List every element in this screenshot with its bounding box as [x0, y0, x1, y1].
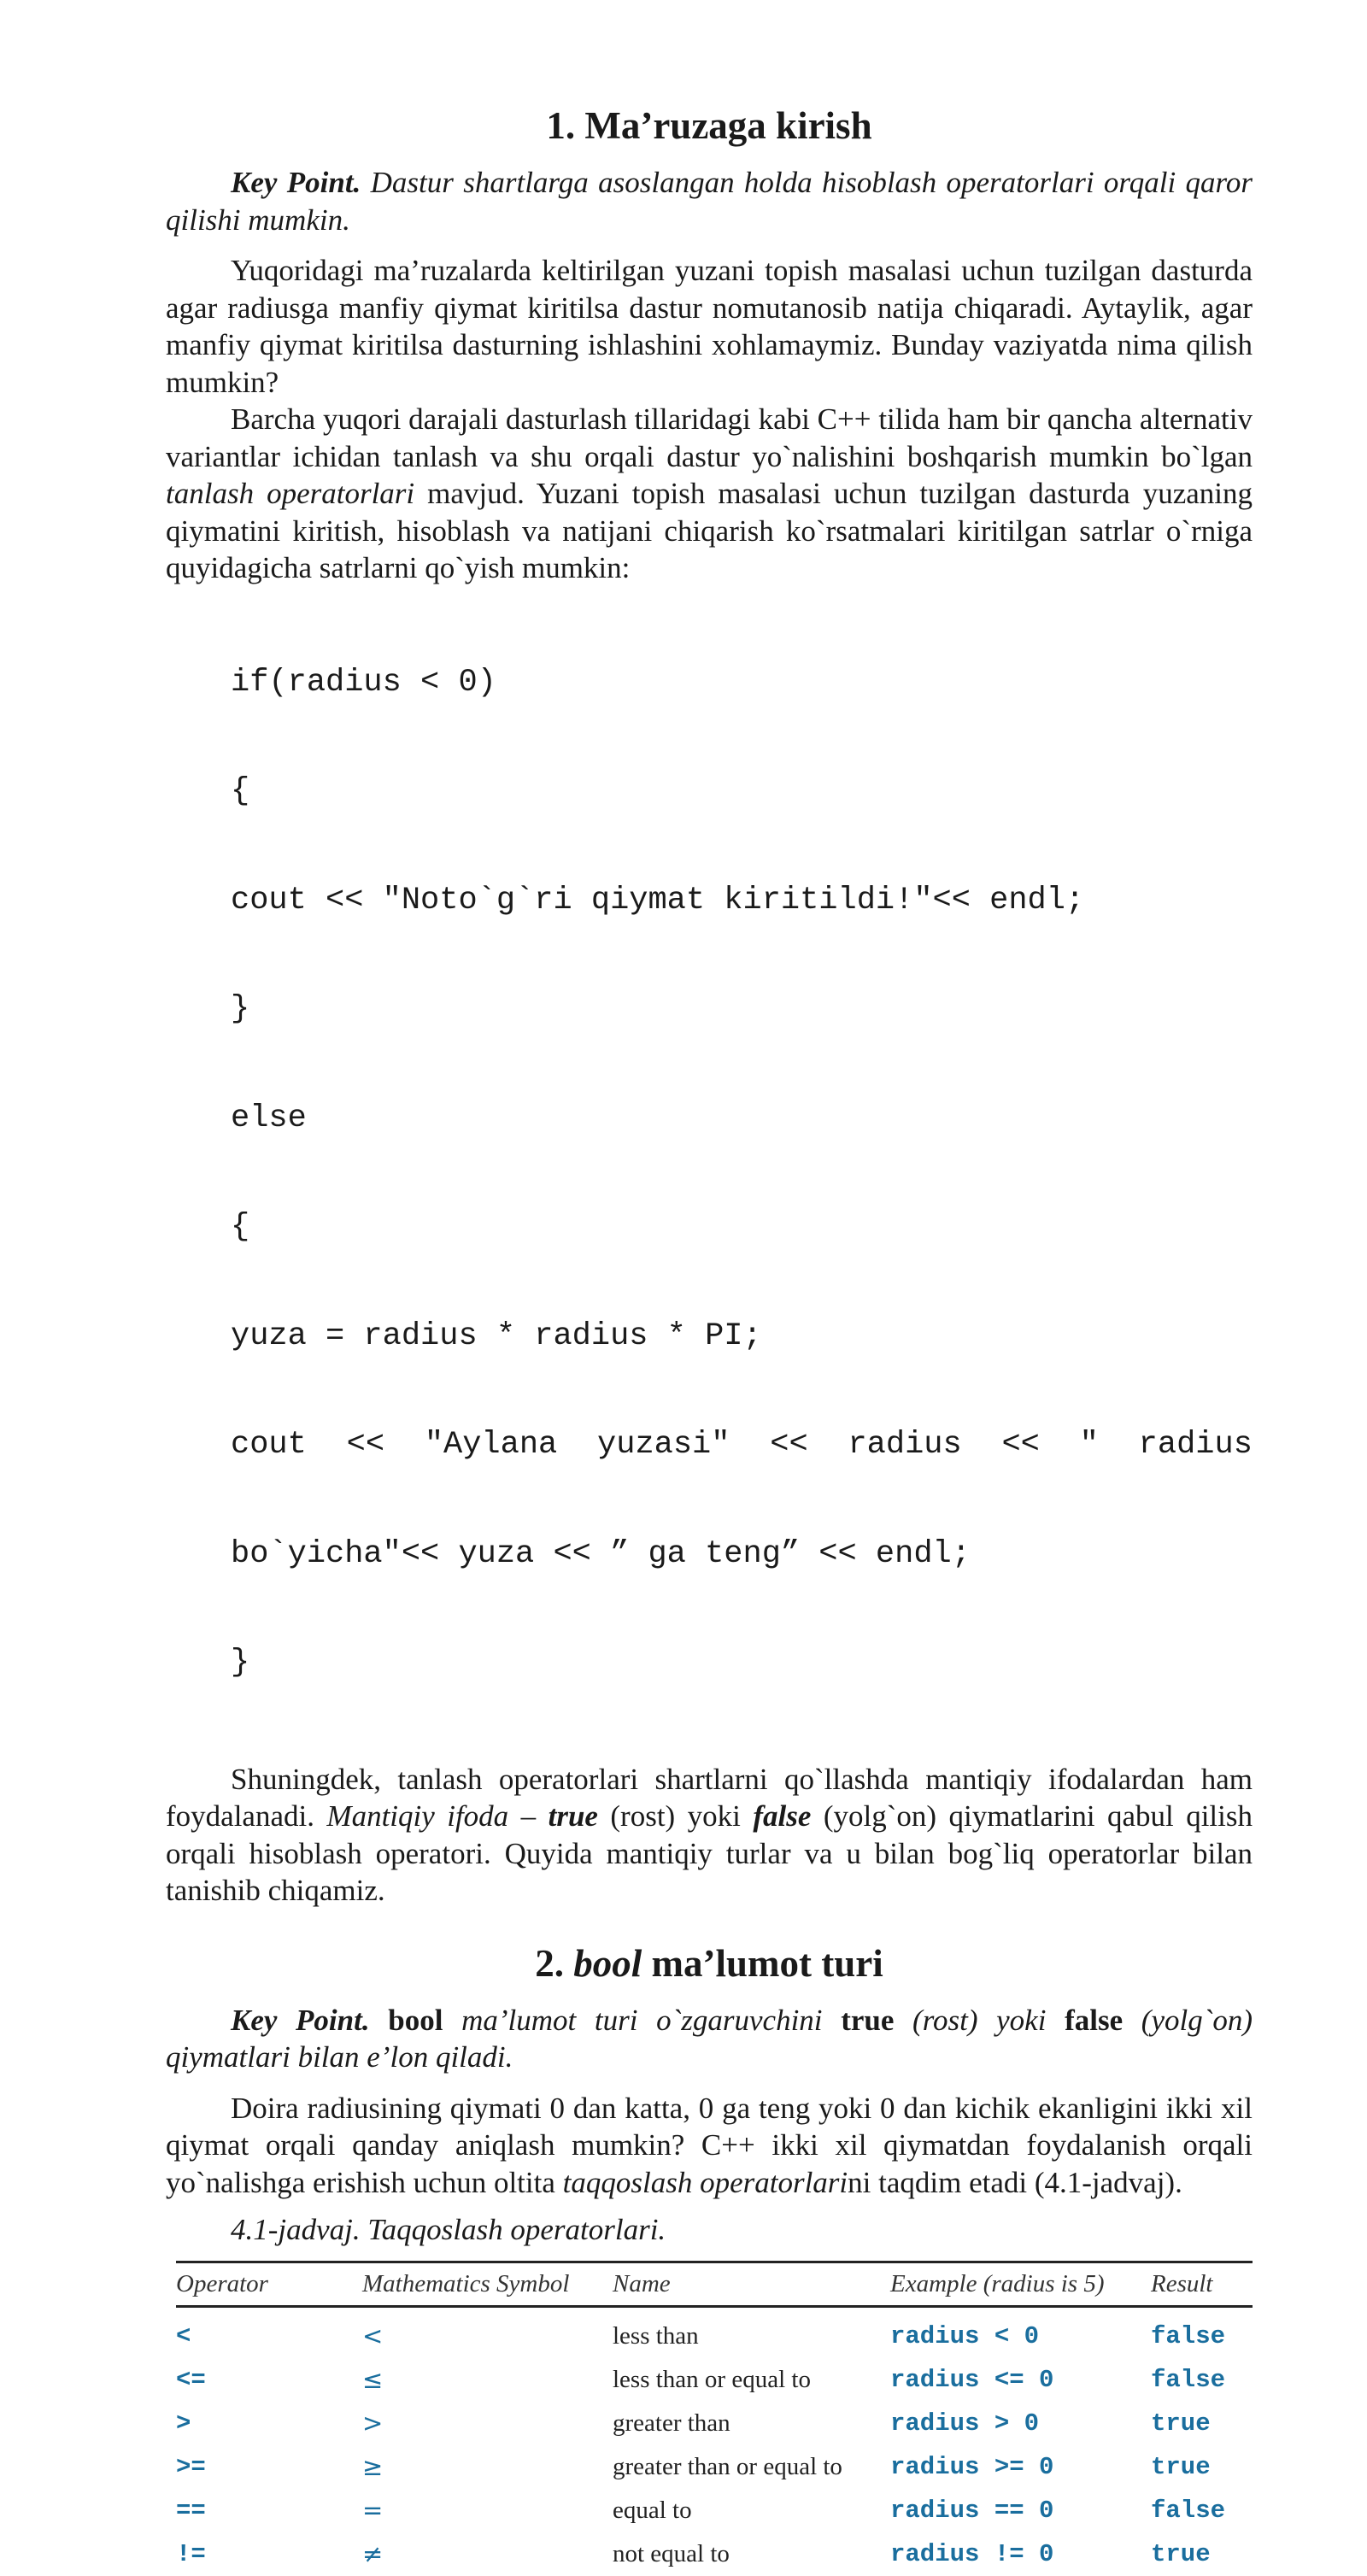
section-2-title	[166, 1940, 1253, 1986]
table-row	[176, 2358, 1253, 2402]
emphasis-text: taqqoslash operatorlari	[562, 2165, 848, 2199]
text-run: (yolg`on) qiymatlari bilan e’lon qiladi.	[166, 2003, 1253, 2074]
cell-name: equal to	[613, 2496, 692, 2524]
header-math-symbol: Mathematics Symbol	[362, 2262, 613, 2306]
paragraph-comparison	[166, 2090, 1253, 2202]
code-token: <<	[770, 1427, 808, 1463]
keyword-false: false	[1065, 2003, 1124, 2037]
keyword-true: true	[548, 1799, 598, 1833]
table-row	[176, 2445, 1253, 2489]
cell-result: true	[1151, 2539, 1211, 2568]
cell-symbol: =	[362, 2496, 384, 2525]
cell-result: true	[1151, 2452, 1211, 2481]
paragraph-logical-expression	[166, 1761, 1253, 1910]
cell-name: greater than	[613, 2409, 730, 2437]
code-token: radius	[848, 1427, 962, 1463]
key-point-text: Dastur shartlarga asoslangan holda hisoblash operatorlari orqali qaror qilishi mumkin.	[166, 166, 1253, 237]
cell-symbol: >	[362, 2409, 384, 2438]
cell-operator: >=	[176, 2452, 206, 2481]
code-line: if(radius < 0)	[231, 664, 496, 701]
keyword-false: false	[753, 1799, 812, 1833]
text-run: (rost) yoki	[894, 2003, 1065, 2037]
comparison-operators-table	[176, 2261, 1253, 2576]
cell-example: radius >= 0	[890, 2452, 1054, 2481]
code-token: cout	[231, 1427, 307, 1463]
code-token: radius	[1138, 1427, 1253, 1463]
table-header-row	[176, 2262, 1253, 2306]
cell-result: false	[1151, 2321, 1226, 2350]
code-line: bo`yicha"<< yuza << ” ga teng” << endl;	[231, 1535, 971, 1572]
text-run: ma’lumot turi o`zgaruvchini	[443, 2003, 842, 2037]
code-line: }	[231, 991, 250, 1027]
code-line: {	[231, 773, 250, 809]
code-line: cout << "Noto`g`ri qiymat kiritildi!"<< endl;	[231, 882, 1085, 918]
keyword-bool: bool	[388, 2003, 443, 2037]
code-token: "Aylana	[424, 1427, 558, 1463]
header-result: Result	[1151, 2262, 1253, 2306]
paragraph-intro: Yuqoridagi ma’ruzalarda keltirilgan yuzani topish masalasi uchun tuzilgan dasturda agar radiusga manfiy qiymat kiritilsa dastur nomutanosib natija chiqaradi. Aytaylik, agar manfiy qiymat kiritilsa dasturning ishlashini xohlamaymiz. Bunday vaziyatda nima qilish mumkin?	[166, 254, 1253, 399]
text-run: (yolg`on) qiymatlarini qabul qilish orqali hisoblash operatori. Quyida mantiqiy turlar va u bilan bog`liq operatorlar bilan tanishib chiqamiz.	[166, 1799, 1253, 1907]
cell-operator: >	[176, 2409, 191, 2438]
text-run: ni taqdim etadi (4.1-jadvaj).	[848, 2165, 1182, 2199]
cell-example: radius < 0	[890, 2321, 1040, 2350]
section-1-title: 1. Ma’ruzaga kirish	[546, 104, 872, 147]
text-run: mavjud. Yuzani topish masalasi uchun tuzilgan dasturda yuzaning qiymatini kiritish, hisoblash va natijani chiqarish ko`rsatmalari kiritilgan satrlar o`rniga quyidagicha satrlarni qo`yish mumkin:	[166, 477, 1253, 584]
text-run: (rost) yoki	[597, 1799, 754, 1833]
cell-name: less than or equal to	[613, 2365, 811, 2393]
page-content	[166, 103, 1253, 2576]
keyword-true: true	[841, 2003, 895, 2037]
cell-result: false	[1151, 2496, 1226, 2525]
cell-example: radius != 0	[890, 2539, 1054, 2568]
code-line: }	[231, 1645, 250, 1681]
code-line: yuza = radius * radius * PI;	[231, 1317, 762, 1354]
code-token: yuzasi"	[597, 1427, 730, 1463]
cell-operator: <	[176, 2321, 191, 2350]
table-row	[176, 2306, 1253, 2358]
code-token: <<	[1001, 1427, 1040, 1463]
code-line-justified	[231, 1427, 1253, 1464]
header-name: Name	[613, 2262, 890, 2306]
table-row	[176, 2532, 1253, 2576]
text-run: Shuningdek, tanlash operatorlari shartlarni qo`llashda mantiqiy ifodalardan ham foydalanadi.	[166, 1762, 1253, 1833]
key-point-label: Key Point.	[231, 2003, 370, 2037]
key-point-label: Key Point.	[231, 166, 361, 199]
cell-symbol: ≥	[362, 2452, 384, 2481]
cell-symbol: ≠	[362, 2539, 384, 2568]
table-row	[176, 2489, 1253, 2532]
emphasis-text: tanlash operatorlari	[166, 477, 415, 510]
cell-name: not equal to	[613, 2539, 730, 2567]
text-run: Doira radiusining qiymati 0 dan katta, 0 ga teng yoki 0 dan kichik ekanligini ikki xil qiymat orqali qanday aniqlash mumkin? C++ ikki xil qiymatdan foydalanish orqali yo`nalishga erishish uchun oltita	[166, 2091, 1253, 2199]
cell-operator: !=	[176, 2539, 206, 2568]
cell-example: radius == 0	[890, 2496, 1054, 2525]
cell-name: less than	[613, 2321, 699, 2350]
code-line: else	[231, 1100, 307, 1136]
table-caption: 4.1-jadvaj. Taqqoslash operatorlari.	[231, 2213, 666, 2246]
cell-result: true	[1151, 2409, 1211, 2438]
cell-name: greater than or equal to	[613, 2452, 842, 2480]
cell-symbol: <	[362, 2321, 384, 2350]
cell-example: radius > 0	[890, 2409, 1040, 2438]
title-text: ma’lumot turi	[642, 1941, 883, 1985]
code-token: <<	[346, 1427, 385, 1463]
cell-symbol: ≤	[362, 2365, 384, 2394]
key-point-1	[166, 164, 1253, 238]
cell-result: false	[1151, 2365, 1226, 2394]
emphasis-text: Mantiqiy ifoda –	[326, 1799, 537, 1833]
text-run: Barcha yuqori darajali dasturlash tillaridagi kabi C++ tilida ham bir qancha alternativ variantlar ichidan tanlash va shu orqali dastur yo`nalishini boshqarish mumkin bo`lgan	[166, 402, 1253, 473]
cell-operator: <=	[176, 2365, 206, 2394]
cell-example: radius <= 0	[890, 2365, 1054, 2394]
key-point-2	[166, 2002, 1253, 2076]
header-operator: Operator	[176, 2262, 362, 2306]
title-keyword: bool	[573, 1941, 642, 1985]
code-token: "	[1079, 1427, 1099, 1463]
code-line: {	[231, 1209, 250, 1245]
table-row	[176, 2402, 1253, 2445]
header-example: Example (radius is 5)	[890, 2262, 1151, 2306]
code-block	[231, 592, 1253, 1754]
paragraph-selection-operators	[166, 401, 1253, 587]
title-number: 2.	[535, 1941, 574, 1985]
cell-operator: ==	[176, 2496, 206, 2525]
